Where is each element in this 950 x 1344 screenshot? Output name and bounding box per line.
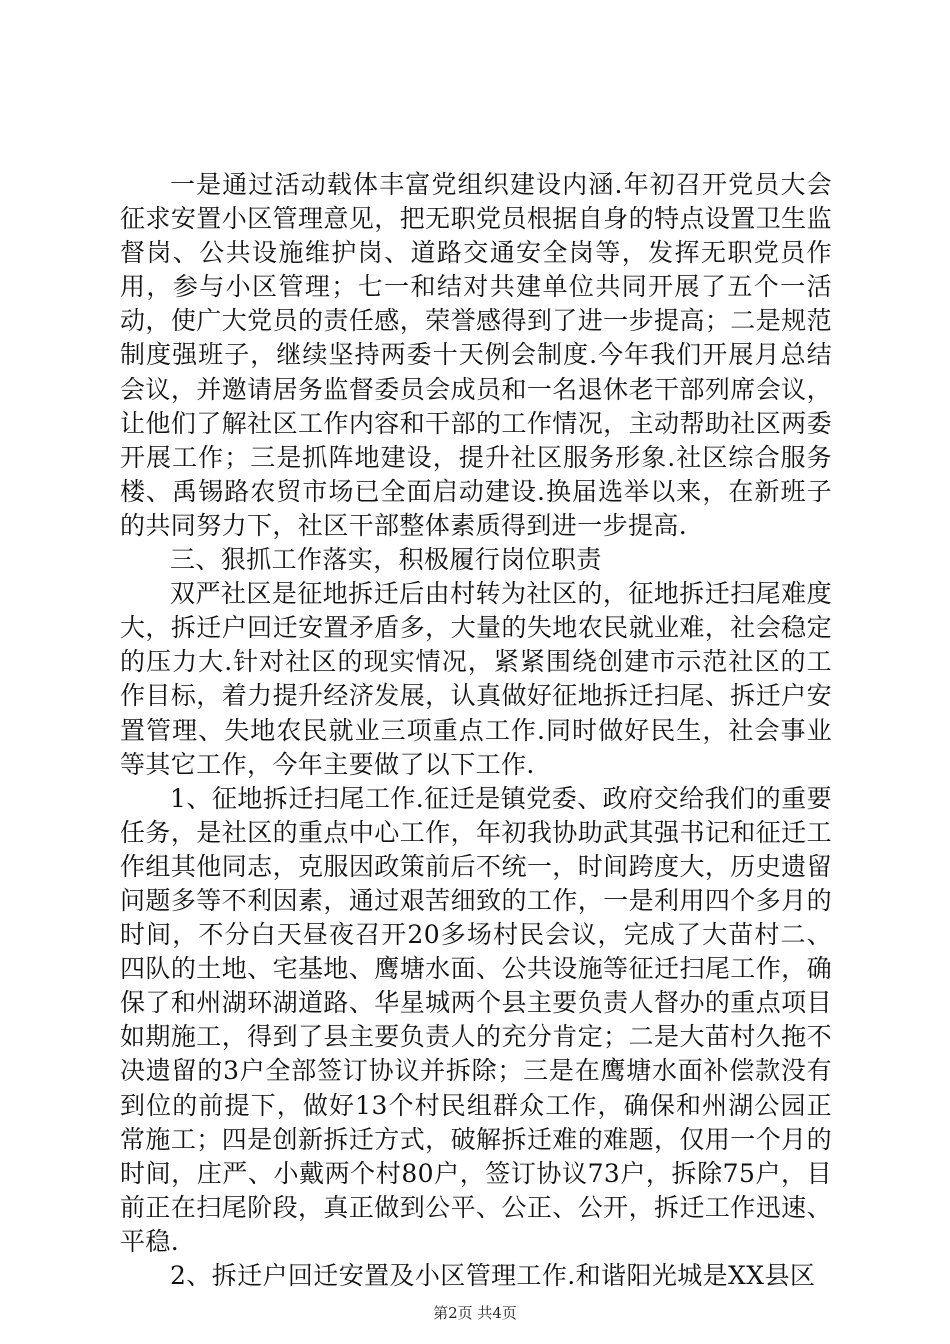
- document-body: [120, 168, 832, 1293]
- paragraph-demolition-work: 1、征地拆迁扫尾工作.征迁是镇党委、政府交给我们的重要任务，是社区的重点中心工作，年初我协助武其强书记和征迁工作组其他同志，克服因政策前后不统一，时间跨度大，历史遗留问题多等不利因素，通过艰苦细致的工作，一是利用四个多月的时间，不分白天昼夜召开20多场村民会议，完成了大苗村二、四队的土地、宅基地、鹰塘水面、公共设施等征迁扫尾工作，确保了和州湖环湖道路、华星城两个县主要负责人督办的重点项目如期施工，得到了县主要负责人的充分肯定；二是大苗村久拖不决遗留的3户全部签订协议并拆除；三是在鹰塘水面补偿款没有到位的前提下，做好13个村民组群众工作，确保和州湖公园正常施工；四是创新拆迁方式，破解拆迁难的难题，仅用一个月的时间，庄严、小戴两个村80户，签订协议73户，拆除75户，目前正在扫尾阶段，真正做到公平、公正、公开，拆迁工作迅速、平稳.: [120, 783, 832, 1256]
- page-footer: 第2页 共4页: [433, 1304, 517, 1322]
- section-heading-work-implementation: 三、狠抓工作落实，积极履行岗位职责: [170, 545, 602, 575]
- paragraph-party-building: 一是通过活动载体丰富党组织建设内涵.年初召开党员大会征求安置小区管理意见，把无职党员根据自身的特点设置卫生监督岗、公共设施维护岗、道路交通安全岗等，发挥无职党员作用，参与小区管理；七一和结对共建单位共同开展了五个一活动，使广大党员的责任感，荣誉感得到了进一步提高；二是规范制度强班子，继续坚持两委十天例会制度.今年我们开展月总结会议，并邀请居务监督委员会成员和一名退休老干部列席会议，让他们了解社区工作内容和干部的工作情况，主动帮助社区两委开展工作；三是抓阵地建设，提升社区服务形象.社区综合服务楼、禹锡路农贸市场已全面启动建设.换届选举以来，在新班子的共同努力下，社区干部整体素质得到进一步提高.: [120, 170, 832, 540]
- paragraph-community-overview: 双严社区是征地拆迁后由村转为社区的，征地拆迁扫尾难度大，拆迁户回迁安置矛盾多，大量的失地农民就业难，社会稳定的压力大.针对社区的现实情况，紧紧围绕创建市示范社区的工作目标，着力提升经济发展，认真做好征地拆迁扫尾、拆迁户安置管理、失地农民就业三项重点工作.同时做好民生，社会事业等其它工作，今年主要做了以下工作.: [120, 579, 832, 779]
- paragraph-resettlement-work: 2、拆迁户回迁安置及小区管理工作.和谐阳光城是XX县区: [170, 1261, 816, 1290]
